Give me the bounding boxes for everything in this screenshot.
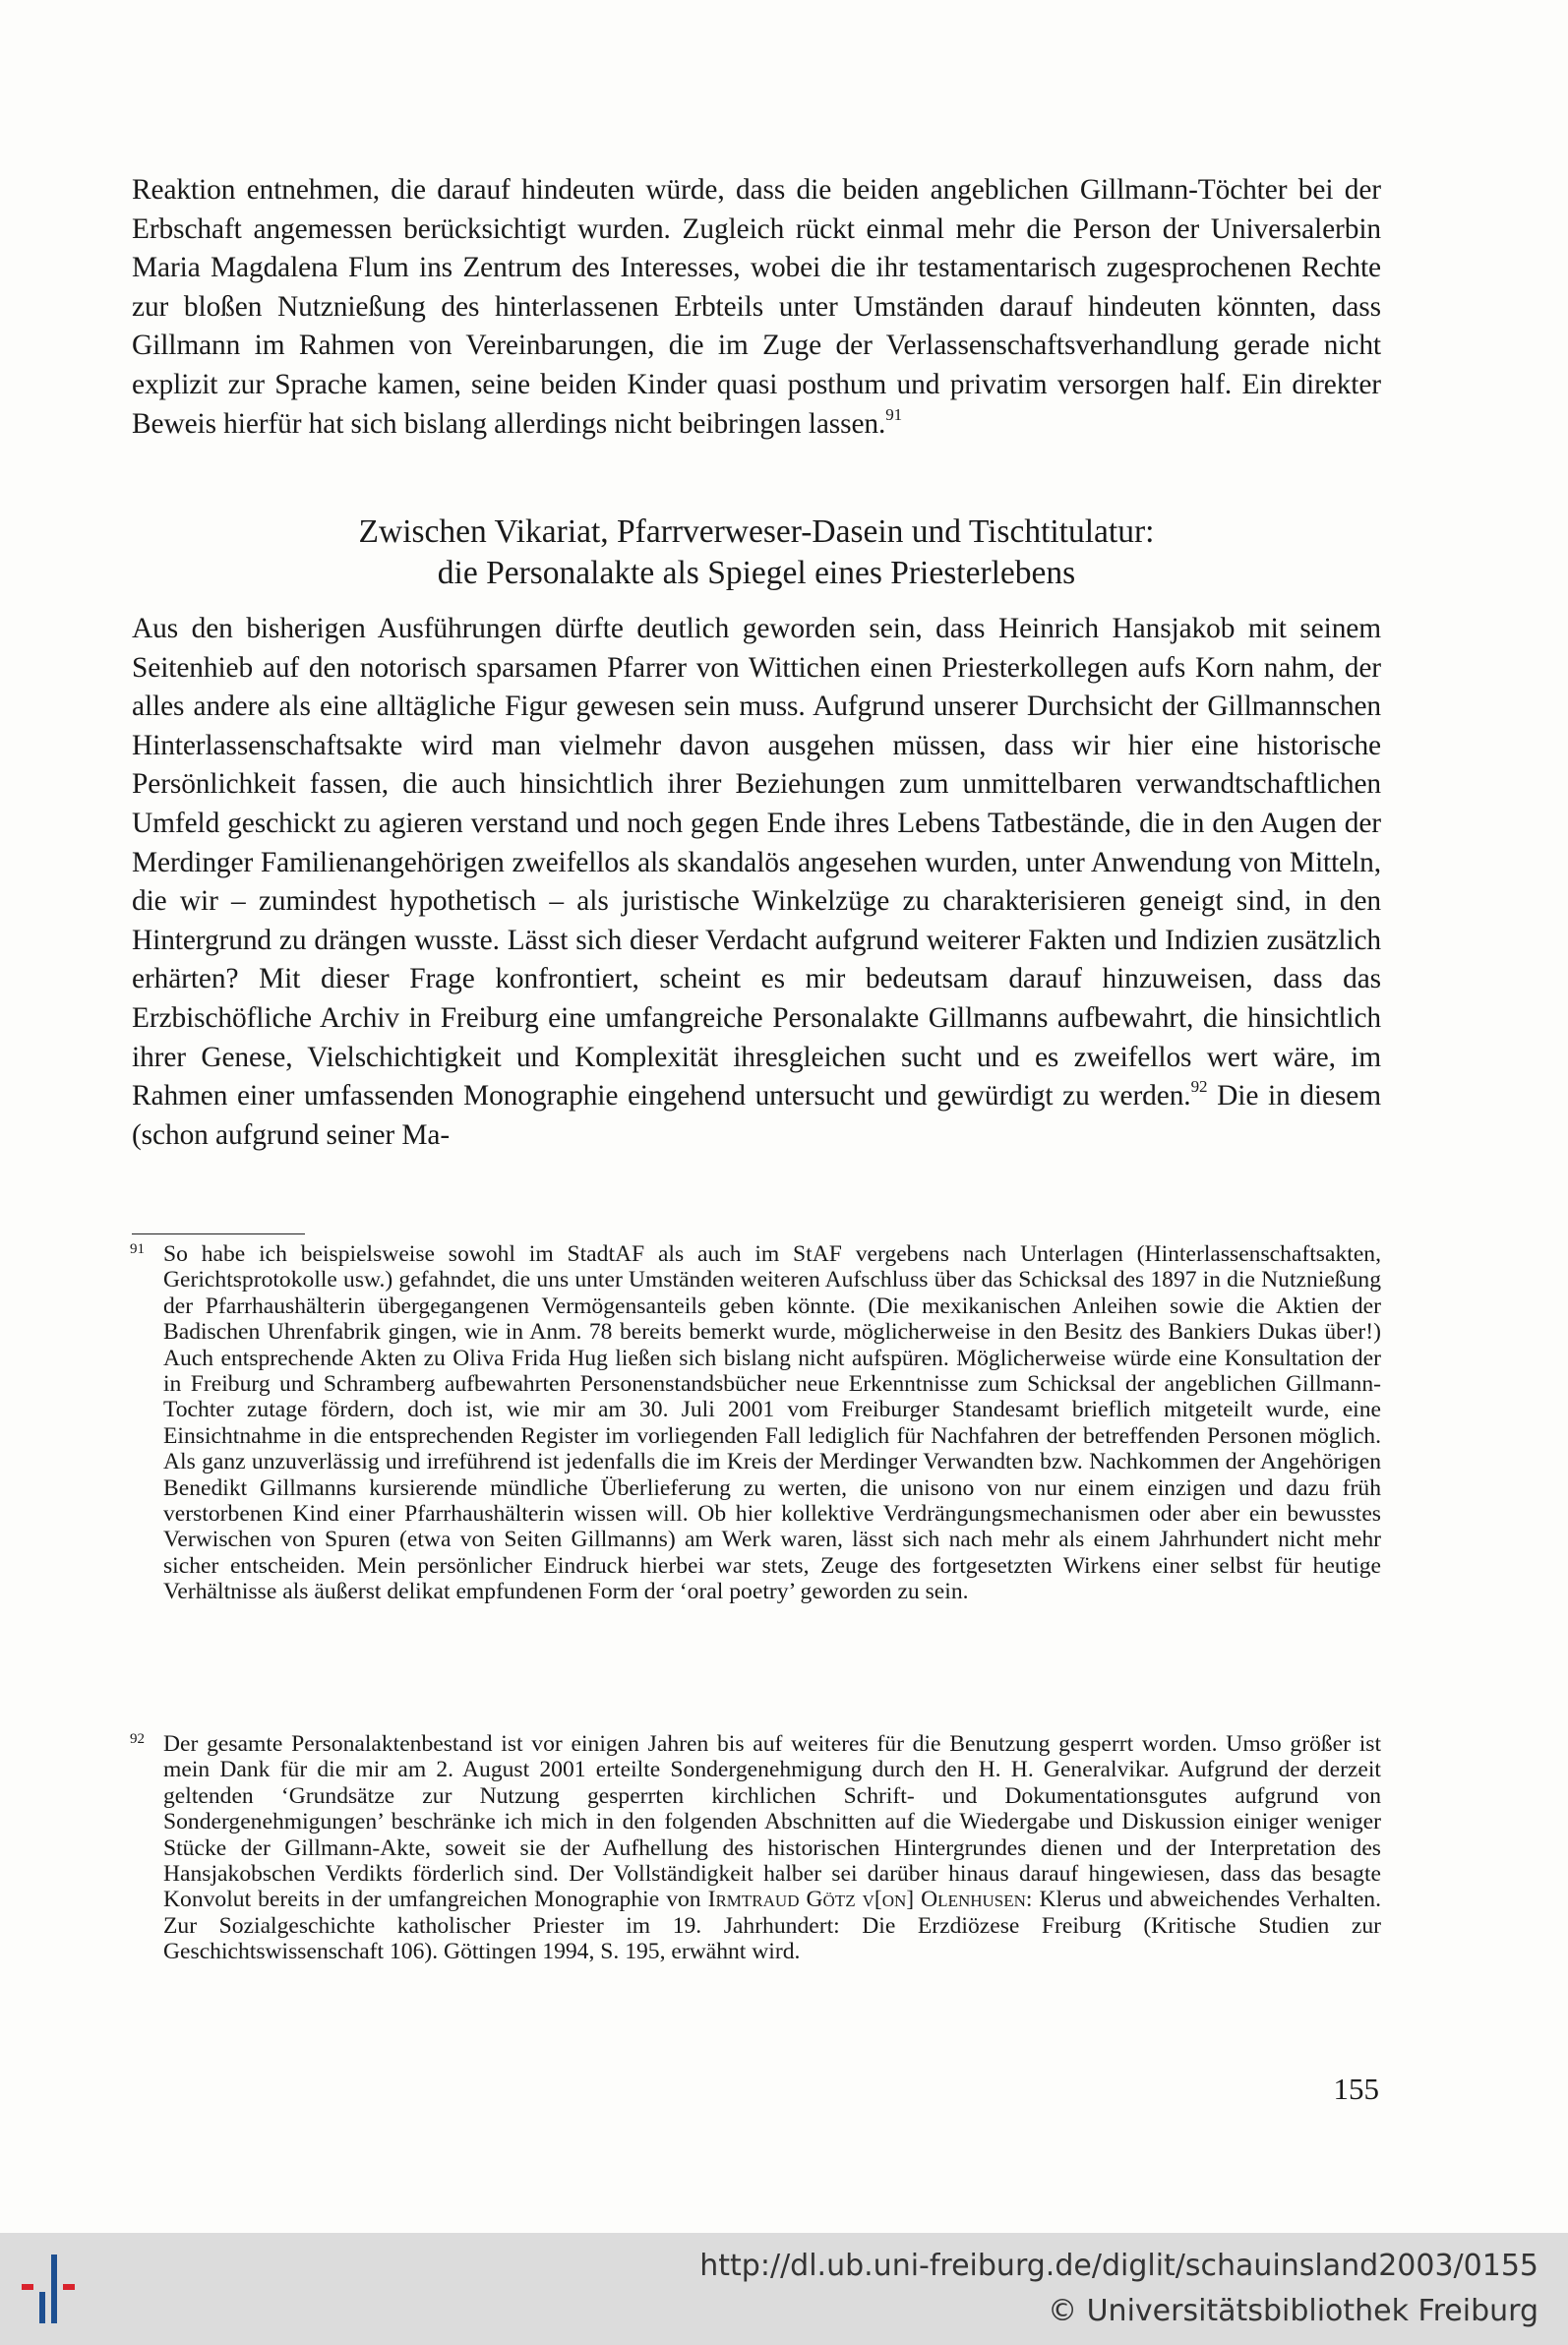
library-footer <box>0 2233 1568 2345</box>
page-number: 155 <box>1333 2072 1379 2106</box>
footnote-text <box>132 1731 1381 1965</box>
footnote-ref-91[interactable]: 91 <box>885 404 903 424</box>
section-heading-line-2: die Personalakte als Spiegel eines Priesterlebens <box>437 555 1076 591</box>
section-heading <box>132 511 1381 594</box>
copyright-notice: © Universitätsbibliothek Freiburg <box>1048 2294 1538 2328</box>
intro-paragraph-block <box>132 171 1381 444</box>
footnote-separator <box>132 1233 305 1234</box>
intro-paragraph <box>132 171 1381 444</box>
footnote-92 <box>132 1731 1381 1965</box>
footnote-number: 91 <box>130 1241 145 1257</box>
section-heading-line-1: Zwischen Vikariat, Pfarrverweser-Dasein und Tischtitulatur: <box>358 513 1155 550</box>
main-paragraph-block <box>132 610 1381 1155</box>
footnote-number: 92 <box>130 1731 145 1747</box>
footnote-text-end: : Klerus und abweichendes Verhalten. Zur Sozialgeschichte katholischer Priester im 19. Jahrhundert: Die Erzdiözese Freiburg (Kritische Studien zur Geschichtswissenschaft 106). Göttingen 1994, S. 195, erwähnt wird. <box>163 1887 1382 1965</box>
main-paragraph-continuation: Die in diesem (schon aufgrund seiner Ma- <box>132 1080 1381 1151</box>
footnote-text-start: Der gesamte Personalaktenbestand ist vor einigen Jahren bis auf weiteres für die Benutzung gesperrt worden. Umso größer ist mein Dank für die mir am 2. August 2001 erteilte Sondergenehmigung durch den H. H. Generalvikar. Aufgrund der derzeit geltenden ‘Grundsätze zur Nutzung gesperrten kirchlichen Schrift- und Dokumentationsgutes aufgrund von Sondergenehmigungen’ beschränke ich mich in den folgenden Abschnitten auf die Wiedergabe und Diskussion einiger weniger Stücke der Gillmann-Akte, soweit sie der Aufhellung des historischen Hintergrundes dienen und der Interpretation des Hansjakobschen Verdikts förderlich sind. Der Vollständigkeit halber sei darüber hinaus darauf hingewiesen, dass das besagte Konvolut bereits in der umfangreichen Monographie von <box>163 1731 1381 1913</box>
document-url-link[interactable]: http://dl.ub.uni-freiburg.de/diglit/schauinsland2003/0155 <box>699 2249 1538 2283</box>
cited-author: Irmtraud Götz v[on] Olenhusen <box>707 1887 1026 1913</box>
footnote-ref-92[interactable]: 92 <box>1190 1077 1208 1097</box>
main-paragraph <box>132 610 1381 1155</box>
footnote-91 <box>132 1241 1381 1605</box>
main-paragraph-text: Aus den bisherigen Ausführungen dürfte deutlich geworden sein, dass Heinrich Hansjakob mit seinem Seitenhieb auf den notorisch sparsamen Pfarrer von Wittichen einen Priesterkollegen aufs Korn nahm, der alles andere als eine alltägliche Figur gewesen sein muss. Aufgrund unserer Durchsicht der Gillmannschen Hinterlassenschaftsakte wird man vielmehr davon ausgehen müssen, dass wir hier eine historische Persönlichkeit fassen, die auch hinsichtlich ihrer Beziehungen zum unmittelbaren verwandtschaftlichen Umfeld geschickt zu agieren verstand und noch gegen Ende ihres Lebens Tatbestände, die in den Augen der Merdinger Familienangehörigen zweifellos als skandalös angesehen wurden, unter Anwendung von Mitteln, die wir – zumindest hypothetisch – als juristische Winkelzüge zu charakterisieren geneigt sind, in den Hintergrund zu drängen wusste. Lässt sich dieser Verdacht aufgrund weiterer Fakten und Indizien zusätzlich erhärten? Mit dieser Frage konfrontiert, scheint es mir bedeutsam darauf hinzuweisen, dass das Erzbischöfliche Archiv in Freiburg eine umfangreiche Personalakte Gillmanns aufbewahrt, die hinsichtlich ihrer Genese, Vielschichtigkeit und Komplexität ihresgleichen sucht und es zweifellos wert wäre, im Rahmen einer umfassenden Monographie eingehend untersucht und gewürdigt zu werden. <box>132 613 1381 1112</box>
ub-freiburg-logo-icon <box>18 2255 92 2323</box>
intro-paragraph-text: Reaktion entnehmen, die darauf hindeuten würde, dass die beiden angeblichen Gillmann-Töchter bei der Erbschaft angemessen berücksichtigt wurden. Zugleich rückt einmal mehr die Person der Universalerbin Maria Magdalena Flum ins Zentrum des Interesses, wobei die ihr testamentarisch zugesprochenen Rechte zur bloßen Nutznießung des hinterlassenen Erbteils unter Umständen darauf hindeuten könnten, dass Gillmann im Rahmen von Vereinbarungen, die im Zuge der Verlassenschaftsverhandlung gerade nicht explizit zur Sprache kamen, seine beiden Kinder quasi posthum und privatim versorgen half. Ein direkter Beweis hierfür hat sich bislang allerdings nicht beibringen lassen. <box>132 174 1381 440</box>
footnote-text: So habe ich beispielsweise sowohl im StadtAF als auch im StAF vergebens nach Unterlagen (Hinterlassenschaftsakten, Gerichtsprotokolle usw.) gefahndet, die uns unter Umständen weiteren Aufschluss über das Schicksal des 1897 in die Nutznießung der Pfarrhaushälterin übergegangenen Vermögensanteils geben könnte. (Die mexikanischen Anleihen sowie die Aktien der Badischen Uhrenfabrik gingen, wie in Anm. 78 bereits bemerkt wurde, möglicherweise in den Besitz des Bankiers Dukas über!) Auch entsprechende Akten zu Oliva Frida Hug ließen sich bislang nicht aufspüren. Möglicherweise würde eine Konsultation der in Freiburg und Schramberg aufbewahrten Personenstandsbücher neue Erkenntnisse zum Schicksal der angeblichen Gillmann-Tochter zutage fördern, doch ist, wie mir am 30. Juli 2001 vom Freiburger Standesamt brieflich mitgeteilt wurde, eine Einsichtnahme in die entsprechenden Register im vorliegenden Fall lediglich für Nachfahren der betreffenden Personen möglich. Als ganz unzuverlässig und irreführend ist jedenfalls die im Kreis der Merdinger Verwandten bzw. Nachkommen der Angehörigen Benedikt Gillmanns kursierende mündliche Überlieferung zu werten, die unisono von nur einem einzigen und dazu früh verstorbenen Kind einer Pfarrhaushälterin wissen will. Ob hier kollektive Verdrängungsmechanismen oder aber ein bewusstes Verwischen von Spuren (etwa von Seiten Gillmanns) am Werk waren, lässt sich nach mehr als einem Jahrhundert nicht mehr sicher entscheiden. Mein persönlicher Eindruck hierbei war stets, Zeuge des fortgesetzten Wirkens einer selbst für heutige Verhältnisse als äußerst delikat empfundenen Form der ‘oral poetry’ geworden zu sein. <box>163 1241 1381 1605</box>
